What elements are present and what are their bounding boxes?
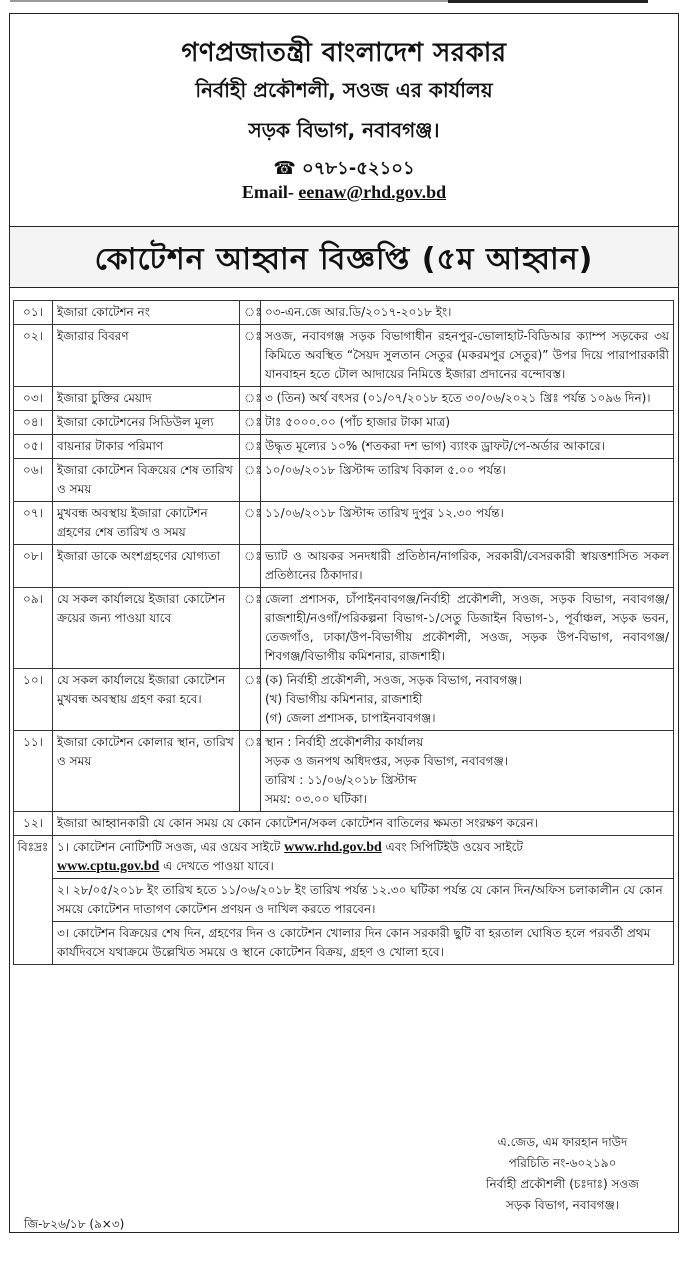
rhd-link[interactable]: www.rhd.gov.bd <box>284 840 382 855</box>
signatory-designation: নির্বাহী প্রকৌশলী (চঃদাঃ) সওজ <box>486 1177 639 1191</box>
row-label: মুখবন্ধ অবস্থায় ইজারা কোটেশন গ্রহণের শেষ তারিখ ও সময় <box>53 502 240 545</box>
title-bar <box>10 226 678 288</box>
row-label: ইজারা কোটেশন বিক্রয়ের শেষ তারিখ ও সময় <box>53 459 240 502</box>
row-number: ০৪। <box>14 411 53 435</box>
note-3: ৩। কোটেশন বিক্রয়ের শেষ দিন, গ্রহণের দিন ও কোটেশন খোলার দিন কোন সরকারী ছুটি বা হরতাল ঘোষিত হলে পরবর্তী প্রথম কার্যদিবসে যথাক্রমে উল্লেখিত সময়ে ও স্থানে কোটেশন বিক্রয়, গ্রহণ ও খোলা হবে। <box>53 922 674 965</box>
row-value: জেলা প্রশাসক, চাঁপাইনবাবগঞ্জ/নির্বাহী প্রকৌশলী, সওজ, সড়ক বিভাগ, নবাবগঞ্জ/রাজশাহী/নওগাঁ/পরিকল্পনা বিভাগ-১/সেতু ডিজাইন বিভাগ-১, পূর্বাঞ্চল, সড়ক ভবন, তেজগাঁও, ঢাকা/উপ-বিভাগীয় প্রকৌশলী, সওজ, সড়ক উপ-বিভাগ, নবাবগঞ্জ/শিবগঞ্জ/বিভাগীয় কমিশনার, রাজশাহী। <box>261 588 674 669</box>
row-number: ১০। <box>14 669 53 731</box>
row-number: ০২। <box>14 325 53 387</box>
note-1-text-b: এবং সিপিটিইউ ওয়েব সাইটে <box>381 840 523 854</box>
row-value: টাঃ ৫০০০.০০ (পাঁচ হাজার টাকা মাত্র) <box>261 411 674 435</box>
email-address[interactable]: eenaw@rhd.gov.bd <box>298 182 447 202</box>
row-colon: ঃ <box>240 669 261 731</box>
row-label: যে সকল কার্যালয়ে ইজারা কোটেশন ক্রয়ের জন্য পাওয়া যাবে <box>53 588 240 669</box>
row-value-line: সময়: ০৩.০০ ঘটিকা। <box>265 792 367 806</box>
row-label: ইজারা ডাকে অংশগ্রহণের যোগ্যতা <box>53 545 240 588</box>
row-number: ০৬। <box>14 459 53 502</box>
note-1-text-a: ১। কোটেশন নোটিশটি সওজ, এর ওয়েব সাইটে <box>57 840 285 854</box>
row-colon: ঃ <box>240 411 261 435</box>
row-colon: ঃ <box>240 731 261 812</box>
notice-title: কোটেশন আহ্বান বিজ্ঞপ্তি (৫ম আহ্বান) <box>94 242 594 277</box>
row-number: ১১। <box>14 731 53 812</box>
note-2: ২। ২৮/০৫/২০১৮ ইং তারিখ হতে ১১/০৬/২০১৮ ইং তারিখ পর্যন্ত ১২.৩০ ঘটিকা পর্যন্ত যে কোন দিন/অফিস চলাকালীন যে কোন সময়ে কোটেশন দাতাগণ কোটেশন প্রণয়ন ও দাখিল করতে পারবেন। <box>53 879 674 922</box>
row-label: ইজারার বিবরণ <box>53 325 240 387</box>
row-value-line: তারিখ : ১১/০৬/২০১৮ খ্রিস্টাব্দ <box>265 773 417 787</box>
note-row-1 <box>14 836 674 879</box>
row-value: ভ্যাট ও আয়কর সনদধারী প্রতিষ্ঠান/নাগরিক, সরকারী/বেসরকারী স্বায়ত্তশাসিত সকল প্রতিষ্ঠানের ঠিকাদার। <box>261 545 674 588</box>
notes-section <box>14 836 674 965</box>
table-row <box>14 459 674 502</box>
row-number: ০১। <box>14 301 53 325</box>
row-number: ০৯। <box>14 588 53 669</box>
reference-code: জি-৮২৬/১৮ (৯×৩) <box>24 1217 125 1231</box>
table-row <box>14 669 674 731</box>
row-label: যে সকল কার্যালয়ে ইজারা কোটেশন মুখবন্ধ অবস্থায় গ্রহণ করা হবে। <box>53 669 240 731</box>
row-label: ইজারা কোটেশনের সিডিউল মূল্য <box>53 411 240 435</box>
top-cut-line <box>0 0 693 8</box>
row-label: বায়নার টাকার পরিমাণ <box>53 435 240 459</box>
signatory-office: সড়ক বিভাগ, নবাবগঞ্জ। <box>505 1198 620 1212</box>
row-colon: ঃ <box>240 459 261 502</box>
row-number: ০৭। <box>14 502 53 545</box>
notes-label: বিঃদ্রঃ <box>14 836 53 965</box>
row-value: সওজ, নবাবগঞ্জ সড়ক বিভাগাধীন রহনপুর-ভোলাহাট-বিডিআর ক্যাম্প সড়কের ৩য় কিমিতে অবস্থিত “সৈয়দ সুলতান সেতুর (মকরমপুর সেতুর)” উপর দিয়ে পারাপারকারী যানবাহন হতে টোল আদায়ের নিমিত্তে ইজারা প্রদানের বন্দোবস্ত। <box>261 325 674 387</box>
row-value: ১১/০৬/২০১৮ খ্রিস্টাব্দ তারিখ দুপুর ১২.৩০ পর্যন্ত। <box>261 502 674 545</box>
row-label: ইজারা কোটেশন নং <box>53 301 240 325</box>
signatory-id: পরিচিতি নং-৬০২১৯০ <box>508 1156 617 1170</box>
row-number: ০৮। <box>14 545 53 588</box>
row-label: ইজারা কোটেশন কোলার স্থান, তারিখ ও সময় <box>53 731 240 812</box>
row-value-line: সড়ক ও জনপথ অধিদপ্তর, সড়ক বিভাগ, নবাবগঞ্জ। <box>265 754 509 768</box>
table-row <box>14 731 674 812</box>
division-name: সড়ক বিভাগ, নবাবগঞ্জ। <box>248 118 440 142</box>
row-value: ৩ (তিন) অর্থ বৎসর (০১/০৭/২০১৮ হতে ৩০/০৬/২০২১ খ্রিঃ পর্যন্ত ১০৯৬ দিন)। <box>261 387 674 411</box>
note-row-2 <box>14 879 674 922</box>
table-row <box>14 387 674 411</box>
email-label: Email- <box>241 182 299 202</box>
office-name: নির্বাহী প্রকৌশলী, সওজ এর কার্যালয় <box>195 78 493 102</box>
cptu-link[interactable]: www.cptu.gov.bd <box>57 859 160 874</box>
table-row <box>14 301 674 325</box>
row-value: উদ্ধৃত মূল্যের ১০% (শতকরা দশ ভাগ) ব্যাংক ড্রাফট/পে-অর্ডার আকারে। <box>261 435 674 459</box>
row-full-text: ইজারা আহ্বানকারী যে কোন সময় যে কোন কোটেশন/সকল কোটেশন বাতিলের ক্ষমতা সংরক্ষণ করেন। <box>53 812 674 836</box>
notice-frame <box>9 13 679 1233</box>
row-value <box>261 669 674 731</box>
row-value: ১০/০৬/২০১৮ খ্রিস্টাব্দ তারিখ বিকাল ৫.০০ পর্যন্ত। <box>261 459 674 502</box>
table-row <box>14 545 674 588</box>
row-number: ১২। <box>14 812 53 836</box>
row-colon: ঃ <box>240 502 261 545</box>
row-value-line: (খ) বিভাগীয় কমিশনার, রাজশাহী <box>265 692 423 706</box>
row-value <box>261 731 674 812</box>
table-row <box>14 435 674 459</box>
signatory-name: এ.জেড, এম ফারহান দাউদ <box>497 1135 628 1149</box>
note-row-3 <box>14 922 674 965</box>
row-value-line: স্থান : নির্বাহী প্রকৌশলীর কার্যালয় <box>265 735 424 749</box>
quotation-table <box>13 300 674 965</box>
row-colon: ঃ <box>240 435 261 459</box>
row-colon: ঃ <box>240 545 261 588</box>
table-row <box>14 325 674 387</box>
table-row <box>14 588 674 669</box>
table-row <box>14 502 674 545</box>
table-row <box>14 812 674 836</box>
row-number: ০৫। <box>14 435 53 459</box>
phone-number: ☎ ০৭৮১-৫২১০১ <box>273 158 415 179</box>
row-colon: ঃ <box>240 301 261 325</box>
row-colon: ঃ <box>240 325 261 387</box>
row-value-line: (ক) নির্বাহী প্রকৌশলী, সওজ, সড়ক বিভাগ, নবাবগঞ্জ। <box>265 673 522 687</box>
row-number: ০৩। <box>14 387 53 411</box>
government-name: গণপ্রজাতন্ত্রী বাংলাদেশ সরকার <box>181 38 507 68</box>
row-label: ইজারা চুক্তির মেয়াদ <box>53 387 240 411</box>
note-1-text-c: এ দেখতে পাওয়া যাবে। <box>159 859 274 873</box>
email-line <box>10 182 678 203</box>
table-row <box>14 411 674 435</box>
row-value: ০৩-এন.জে আর.ডি/২০১৭-২০১৮ ইং। <box>261 301 674 325</box>
row-colon: ঃ <box>240 588 261 669</box>
row-colon: ঃ <box>240 387 261 411</box>
row-value-line: (গ) জেলা প্রশাসক, চাপাইনবাবগঞ্জ। <box>265 711 436 725</box>
signature-block <box>440 1132 685 1216</box>
